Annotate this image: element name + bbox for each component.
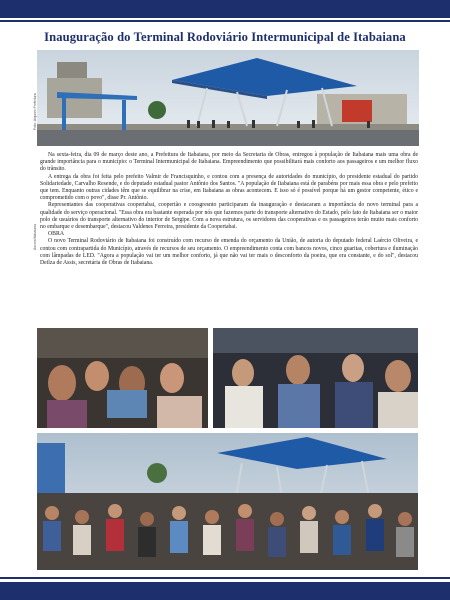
inauguration-crowd-photo <box>37 433 418 570</box>
photo-credit-top: Foto: Arquivo Prefeitura <box>33 93 37 130</box>
article-body <box>40 152 418 267</box>
bottom-rule <box>0 577 450 579</box>
page-title: Inauguração do Terminal Rodoviário Intermunicipal de Itabaiana <box>44 30 406 44</box>
article-paragraph: A entrega da obra foi feita pelo prefeito Valmir de Francisquinho, e contou com a presença de autoridades do município, do presidente estadual do partido Solidariedade, Carvalho Resende, e do deputado estadual pastor Antônio dos Santos. "A população de Itabaiana está de parabéns por mais essa obra e pelo prefeito que tem. Enquanto outras cidades têm que se equilibrar na crise, em Itabaiana as obras acontecem. E isso só é possível porque há um gestor competente, ético e comprometido com o povo", disse Pr. Antônio. <box>40 173 418 202</box>
article-paragraph: O novo Terminal Rodoviário de Itabaiana foi construído com recurso de emenda do orçamento da União, de autoria do deputado federal Laércio Oliveira, e contou com contrapartida do Município, através de recursos de seu orçamento. O empreendimento conta com bancos novos, cinco guaritas, cobertura e iluminação com lâmpadas de LED. "Agora a população vai ter um melhor conforto, já que não vai ter mais o desconforto da poeira, que era constante, e do sol", destacou Deilza de Assis, secretária de Obras de Itabaiana. <box>40 238 418 267</box>
speaker-photo <box>213 328 418 428</box>
article-paragraph: Na sexta-feira, dia 09 de março deste ano, a Prefeitura de Itabaiana, por meio da Secretaria de Obras, entregou à população de Itabaiana mais uma obra de grande importância para o município: o Terminal Intermunicipal de Itabaiana. Empreendimento que possibilitará mais conforto aos passageiros e um melhor fluxo do trânsito. <box>40 152 418 173</box>
section-heading: OBRA <box>48 231 64 238</box>
top-rule <box>0 20 450 22</box>
top-band <box>0 0 450 18</box>
photo-credit-side: Ascom/Itabaiana <box>33 223 37 250</box>
crowd-photo-left <box>37 328 208 428</box>
terminal-photo <box>37 50 419 146</box>
article-paragraph: Representantes das cooperativas coopertabai, coopertão e coosgresnto participaram da inauguração e destacaram a importância do novo terminal para a qualidade do serviço operacional. "Essa obra era bastante esperada por nós que fazemos parte do transporte alternativo do Estado, pelo fato de Itabaiana ser o maior polo de usuários do transporte alternativo do interior de Sergipe. Com a nova estrutura, os servidores das cooperativas e os passageiros terão muito mais conforto no embarque e desembarque", destacou Valdenes Ferreira, presidente da Coopertabai. <box>40 202 418 231</box>
bottom-band <box>0 582 450 600</box>
